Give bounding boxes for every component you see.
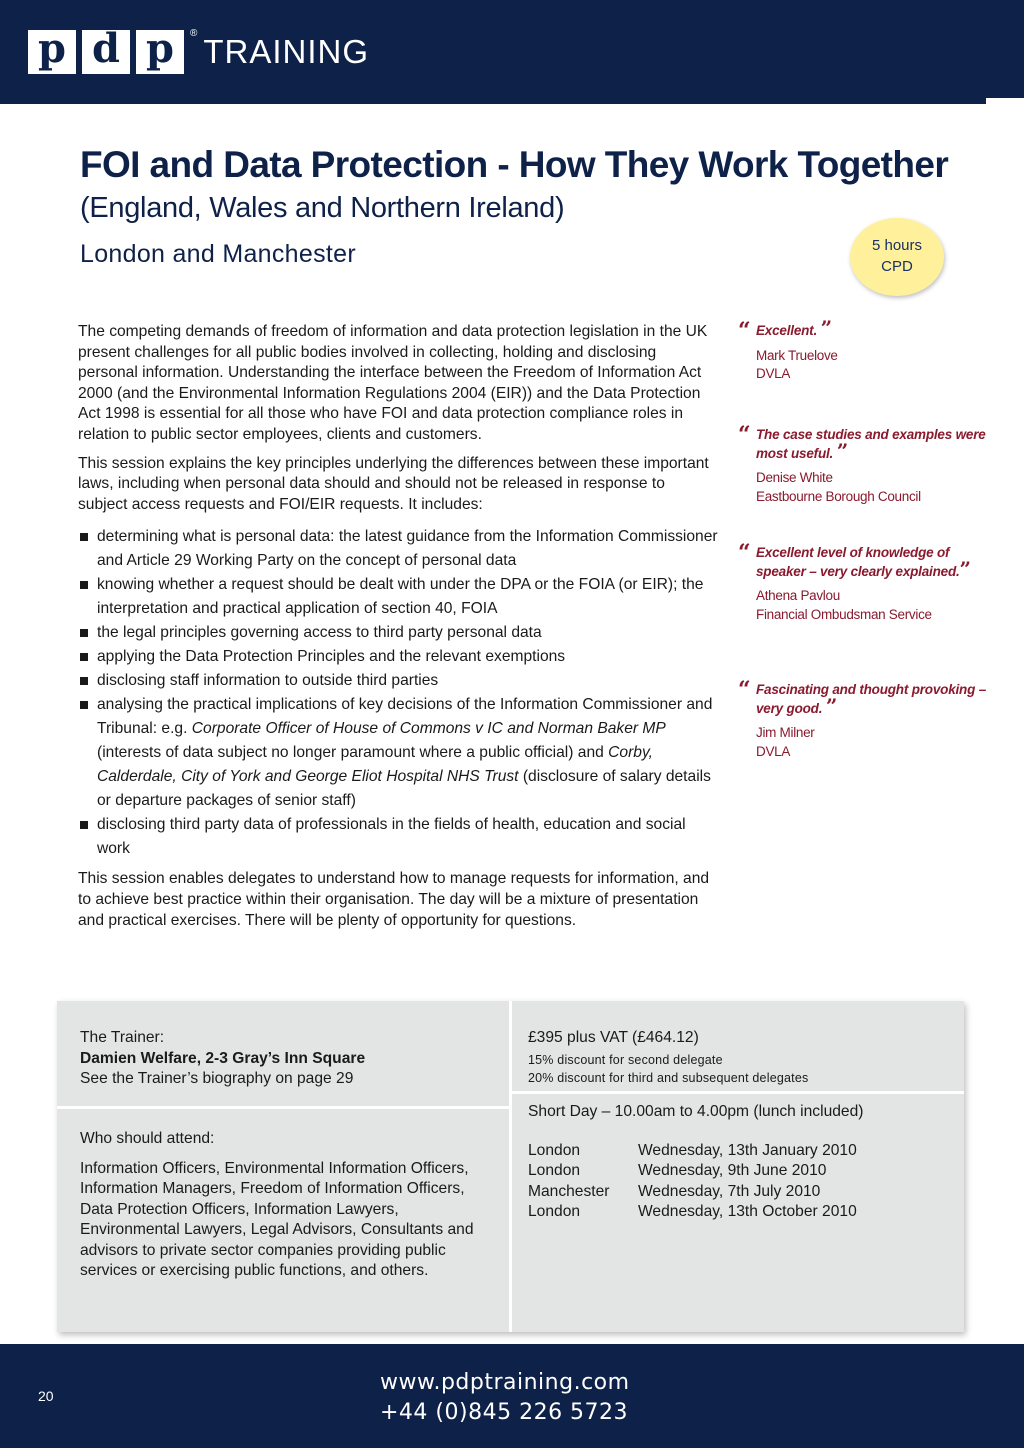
website-link[interactable]: www.pdptraining.com: [380, 1370, 630, 1395]
cpd-badge: [850, 218, 944, 296]
trainer-section: [80, 1028, 365, 1090]
logo-letter-p2: p: [136, 30, 184, 74]
list-item-text: knowing whether a request should be dealt with under the DPA or the FOIA (or EIR); the interpretation and practical application of section 40, FOIA: [97, 576, 704, 618]
footer-bar: [0, 1344, 1024, 1448]
list-item: [78, 693, 718, 813]
logo-word: TRAINING: [203, 33, 370, 70]
date-row: [528, 1141, 948, 1162]
close-quote-icon: ”: [820, 316, 832, 340]
dates-list: [528, 1141, 948, 1223]
panel-divider: [509, 1001, 512, 1332]
testimonial: [736, 540, 986, 624]
square-bullet-icon: [80, 821, 88, 829]
list-item: [78, 621, 718, 645]
closing-paragraph: This session enables delegates to understand how to manage requests for information, and to achieve best practice within their organisation. The day will be a mixture of presentation and practical exercises. There will be plenty of opportunity for questions.: [78, 870, 710, 929]
list-item-text: (interests of data subject no longer paramount where a public official) and: [97, 744, 609, 762]
testimonial-name: Mark Truelove: [756, 347, 838, 363]
square-bullet-icon: [80, 629, 88, 637]
close-quote-icon: ”: [836, 438, 848, 463]
testimonial: [736, 677, 987, 761]
testimonial-name: Denise White: [756, 470, 833, 485]
testimonial-name: Jim Milner: [756, 725, 815, 740]
testimonial: [736, 316, 986, 384]
schedule-section: [528, 1102, 948, 1223]
trainer-name: Damien Welfare, 2-3 Gray’s Inn Square: [80, 1049, 366, 1067]
logo-letter-d: d: [82, 30, 130, 74]
page-number: 20: [38, 1388, 54, 1404]
list-item: [78, 645, 718, 669]
square-bullet-icon: [80, 533, 88, 541]
date-row: [528, 1202, 948, 1223]
testimonial-quote: Fascinating and thought provoking – very good. ”: [756, 682, 987, 718]
open-quote-icon: “: [738, 422, 751, 448]
open-quote-icon: “: [738, 318, 751, 344]
audience-section: [80, 1129, 490, 1282]
intro-paragraph-1: The competing demands of freedom of information and data protection legislation in the UK present challenges for all public bodies involved in collecting, holding and disclosing personal information. Understanding the interface between the Freedom of Information Act 2000 (and the Environmental Information Regulations 2004 (EIR)) and the Data Protection Act 1998 is essential for all those who have FOI and data protection compliance roles in relation to public sector employees, clients and customers.: [78, 323, 708, 443]
date-value: Wednesday, 13th October 2010: [638, 1203, 857, 1220]
date-city: London: [528, 1203, 581, 1220]
list-item-text: disclosing third party data of professionals in the fields of health, education and social work: [97, 816, 686, 858]
date-value: Wednesday, 9th June 2010: [638, 1162, 827, 1179]
discount-second: 15% discount for second delegate: [528, 1052, 723, 1067]
course-subtitle: (England, Wales and Northern Ireland): [80, 192, 565, 224]
list-item: [78, 813, 718, 861]
course-info-panel: [57, 1001, 964, 1332]
case-citation: Corby, Calderdale, City of York and George Eliot Hospital NHS Trust: [97, 744, 653, 786]
course-title: FOI and Data Protection - How They Work Together: [80, 144, 949, 185]
phone-number: +44 (0)845 226 5723: [380, 1400, 629, 1425]
topics-list: [78, 525, 718, 861]
list-item-text: the legal principles governing access to third party personal data: [97, 624, 542, 642]
course-description: [78, 322, 718, 939]
date-row: [528, 1182, 948, 1203]
price: £395 plus VAT (£464.12): [528, 1029, 699, 1046]
testimonial-quote: Excellent. ”: [756, 316, 832, 340]
testimonial-org: Eastbourne Borough Council: [756, 488, 921, 504]
date-value: Wednesday, 7th July 2010: [638, 1182, 821, 1200]
audience-text: Information Officers, Environmental Information Officers, Information Managers, Freedom of Information Officers, Data Protection Officers, Information Lawyers, Environmental Lawyers, Legal Advisors, Consultants and advisors to private sector companies providing public services or exercising public functions, and others.: [80, 1159, 474, 1279]
square-bullet-icon: [80, 653, 88, 661]
logo-letter-p1: p: [28, 30, 76, 74]
list-item-text: (disclosure of salary details or departure packages of senior staff): [97, 768, 711, 810]
square-bullet-icon: [80, 677, 88, 685]
trainer-bio-ref: See the Trainer’s biography on page 29: [80, 1070, 354, 1087]
testimonial-org: DVLA: [756, 366, 791, 381]
testimonial-name: Athena Pavlou: [756, 588, 840, 603]
course-location: London and Manchester: [80, 240, 356, 268]
list-item-text: analysing the practical implications of key decisions of the Information Commissioner and Tribunal: e.g.: [97, 696, 713, 738]
pdp-training-logo: [28, 25, 370, 76]
panel-divider: [512, 1091, 964, 1094]
case-citation: Corporate Officer of House of Commons v IC and Norman Baker MP: [191, 720, 666, 738]
list-item-text: disclosing staff information to outside third parties: [97, 672, 439, 690]
trainer-label: The Trainer:: [80, 1029, 165, 1046]
testimonial-org: DVLA: [756, 743, 791, 759]
square-bullet-icon: [80, 701, 88, 709]
square-bullet-icon: [80, 581, 88, 589]
cpd-hours: 5 hours: [871, 237, 923, 254]
date-city: London: [528, 1141, 581, 1159]
session-times: Short Day – 10.00am to 4.00pm (lunch included): [528, 1103, 864, 1120]
list-item: [78, 669, 718, 693]
date-value: Wednesday, 13th January 2010: [638, 1141, 857, 1159]
registered-mark: ®: [190, 28, 198, 39]
date-city: Manchester: [528, 1182, 610, 1200]
header-notch: [986, 98, 1024, 104]
testimonial: [736, 422, 986, 506]
list-item-text: applying the Data Protection Principles and the relevant exemptions: [97, 648, 566, 666]
audience-label: Who should attend:: [80, 1130, 215, 1147]
date-city: London: [528, 1162, 581, 1179]
testimonial-org: Financial Ombudsman Service: [756, 606, 932, 622]
testimonial-quote: The case studies and examples were most useful. ”: [756, 427, 986, 463]
list-item-text: determining what is personal data: the latest guidance from the Information Commissioner and Article 29 Working Party on the concept of personal data: [97, 528, 718, 570]
header-bar: [0, 0, 1024, 104]
open-quote-icon: “: [738, 677, 751, 703]
list-item: [78, 573, 718, 621]
date-row: [528, 1161, 948, 1182]
pricing-section: [528, 1028, 808, 1087]
discount-third: 20% discount for third and subsequent delegates: [528, 1070, 809, 1085]
close-quote-icon: ”: [959, 556, 971, 581]
open-quote-icon: “: [738, 540, 751, 566]
intro-paragraph-2: This session explains the key principles underlying the differences between these important laws, including when personal data should and should not be released in response to subject access requests and FOI/EIR requests. It includes:: [78, 454, 709, 513]
close-quote-icon: ”: [825, 693, 838, 718]
list-item: [78, 525, 718, 573]
panel-divider: [57, 1106, 509, 1109]
testimonial-quote: Excellent level of knowledge of speaker – very clearly explained.”: [756, 545, 971, 581]
cpd-label: CPD: [881, 258, 913, 275]
